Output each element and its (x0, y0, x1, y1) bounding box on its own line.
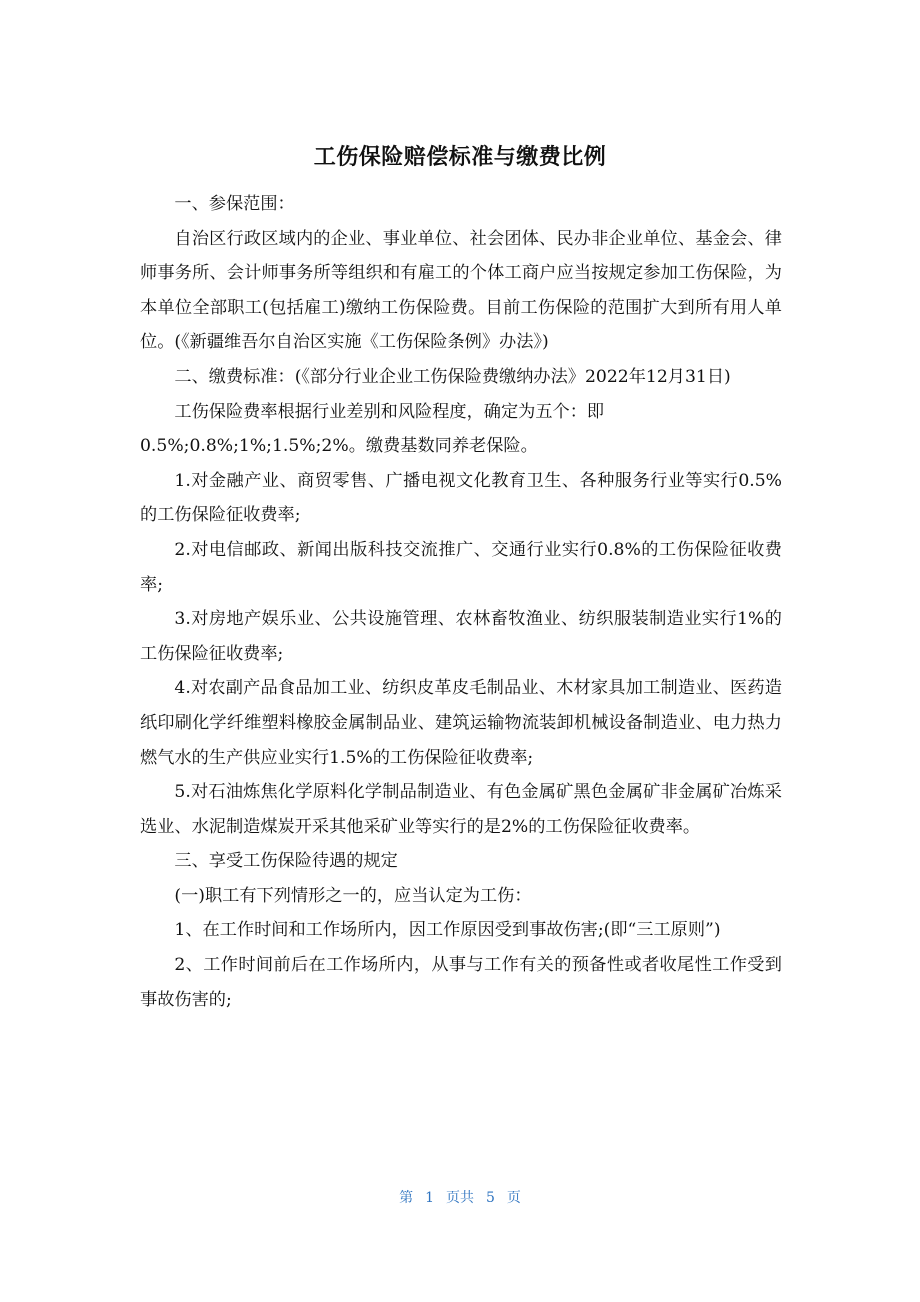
list-item-rate-2: 2.对电信邮政、新闻出版科技交流推广、交通行业实行0.8%的工伤保险征收费率; (140, 539, 782, 595)
section-heading-1: 一、参保范围： (174, 194, 295, 214)
footer-mid: 页共 (446, 1190, 474, 1206)
list-item-rate-1: 1.对金融产业、商贸零售、广播电视文化教育卫生、各种服务行业等实行0.5%的工伤保险征收费率; (140, 470, 782, 526)
footer-total-pages: 5 (486, 1190, 495, 1206)
page-title: 工伤保险赔偿标准与缴费比例 (313, 145, 607, 170)
list-item-rate-5: 5.对石油炼焦化学原料化学制品制造业、有色金属矿黑色金属矿非金属矿冶炼采选业、水泥制造煤炭开采其他采矿业等实行的是2%的工伤保险征收费率。 (140, 782, 782, 837)
paragraph-scope: 自治区行政区域内的企业、事业单位、社会团体、民办非企业单位、基金会、律师事务所、会计师事务所等组织和有雇工的个体工商户应当按规定参加工伤保险，为本单位全部职工(包括雇工)缴纳工伤保险费。目前工伤保险的范围扩大到所有用人单位。(《新疆维吾尔自治区实施《工伤保险条例》办法》) (140, 228, 782, 353)
footer-prefix: 第 (399, 1190, 414, 1206)
section-heading-3: 三、享受工伤保险待遇的规定 (174, 851, 398, 872)
paragraph-rate-intro: 工伤保险费率根据行业差别和风险程度，确定为五个：即 (174, 401, 605, 422)
list-item-injury-1: 1、在工作时间和工作场所内，因工作原因受到事故伤害;(即“三工原则”) (174, 920, 721, 941)
section-heading-2: 二、缴费标准：(《部分行业企业工伤保险费缴纳办法》2022年12月31日) (174, 366, 731, 387)
list-item-rate-3: 3.对房地产娱乐业、公共设施管理、农林畜牧渔业、纺织服装制造业实行1%的工伤保险征收费率; (140, 609, 782, 664)
paragraph-rate-values: 0.5%;0.8%;1%;1.5%;2%。缴费基数同养老保险。 (140, 436, 538, 457)
page-footer (0, 1186, 920, 1210)
footer-suffix: 页 (506, 1190, 521, 1206)
document-body (140, 187, 782, 1017)
list-item-rate-4: 4.对农副产品食品加工业、纺织皮革皮毛制品业、木材家具加工制造业、医药造纸印刷化学纤维塑料橡胶金属制品业、建筑运输物流装卸机械设备制造业、电力热力燃气水的生产供应业实行1.5%的工伤保险征收费率; (140, 678, 782, 768)
subsection-heading-1: (一)职工有下列情形之一的，应当认定为工伤： (174, 885, 532, 906)
footer-current-page: 1 (425, 1190, 434, 1206)
list-item-injury-2: 2、工作时间前后在工作场所内，从事与工作有关的预备性或者收尾性工作受到事故伤害的; (140, 955, 782, 1010)
